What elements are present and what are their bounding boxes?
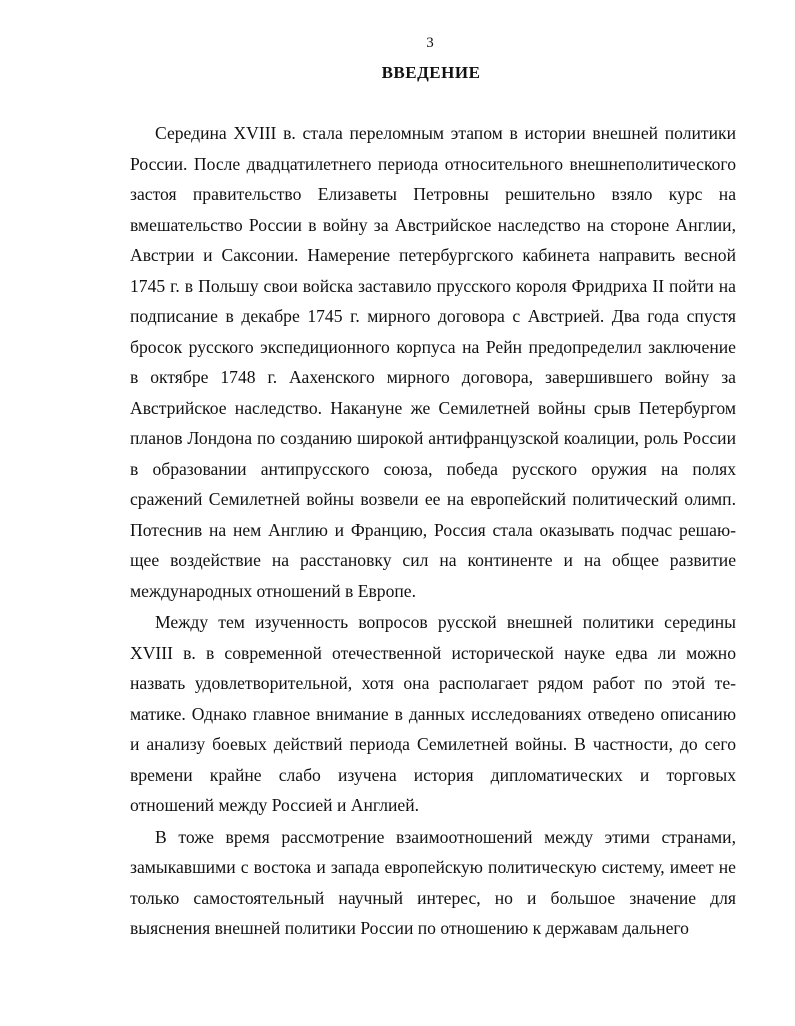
text-line: отношений между Россией и Англией.: [130, 795, 420, 815]
text-line: выяснения внешней политики России по отношению к державам дальнего: [130, 918, 689, 938]
text-line: Между тем изученность вопросов русской внешней политики середины: [155, 612, 736, 632]
text-line: в образовании антипрусского союза, победа русского оружия на полях: [130, 458, 736, 479]
text-line: международных отношений в Европе.: [130, 580, 416, 601]
text-line: в октябре 1748 г. Аахенского мирного договора, завершившего войну за: [130, 367, 736, 387]
text-line: времени крайне слабо изучена история дипломатических и торговых: [130, 764, 736, 785]
section-title: ВВЕДЕНИЕ: [381, 63, 481, 82]
text-line: назвать удовлетворительной, хотя она располагает рядом работ по этой те-: [130, 673, 736, 693]
text-line: 1745 г. в Польшу свои войска заставило прусского короля Фридриха II пойти на: [130, 275, 736, 296]
paragraph-2: [130, 607, 736, 821]
page-number: 3: [426, 35, 434, 51]
paragraph-1: [130, 118, 736, 606]
body-text: [130, 118, 736, 944]
text-line: В тоже время рассмотрение взаимоотношений между этими странами,: [155, 826, 736, 847]
text-line: матике. Однако главное внимание в данных исследованиях отведено описанию: [130, 703, 736, 724]
text-line: и анализу боевых действий периода Семилетней войны. В частности, до сего: [130, 734, 736, 754]
text-line: только самостоятельный научный интерес, но и большое значение для: [130, 887, 736, 908]
paragraph-3: [130, 822, 736, 944]
text-line: Австрийское наследство. Накануне же Семилетней войны срыв Петербургом: [130, 397, 736, 418]
text-line: Середина XVIII в. стала переломным этапом в истории внешней политики: [155, 123, 736, 143]
text-line: России. После двадцатилетнего периода относительного внешнеполитического: [130, 153, 736, 174]
text-line: замыкавшими с востока и запада европейскую политическую систему, имеет не: [130, 857, 736, 877]
text-line: Австрии и Саксонии. Намерение петербургского кабинета направить весной: [130, 245, 736, 265]
text-line: застоя правительство Елизаветы Петровны решительно взяло курс на: [130, 184, 736, 204]
text-line: щее воздействие на расстановку сил на континенте и на общее развитие: [130, 550, 736, 570]
text-line: бросок русского экспедиционного корпуса на Рейн предопределил заключение: [130, 336, 736, 357]
text-line: XVIII в. в современной отечественной исторической науке едва ли можно: [130, 642, 736, 663]
text-line: сражений Семилетней войны возвели ее на европейский политический олимп.: [130, 489, 736, 509]
text-line: вмешательство России в войну за Австрийское наследство на стороне Англии,: [130, 214, 736, 235]
text-line: планов Лондона по созданию широкой антифранцузской коалиции, роль России: [130, 428, 736, 448]
text-line: Потеснив на нем Англию и Францию, Россия стала оказывать подчас решаю-: [130, 519, 736, 540]
text-line: подписание в декабре 1745 г. мирного договора с Австрией. Два года спустя: [130, 306, 736, 326]
